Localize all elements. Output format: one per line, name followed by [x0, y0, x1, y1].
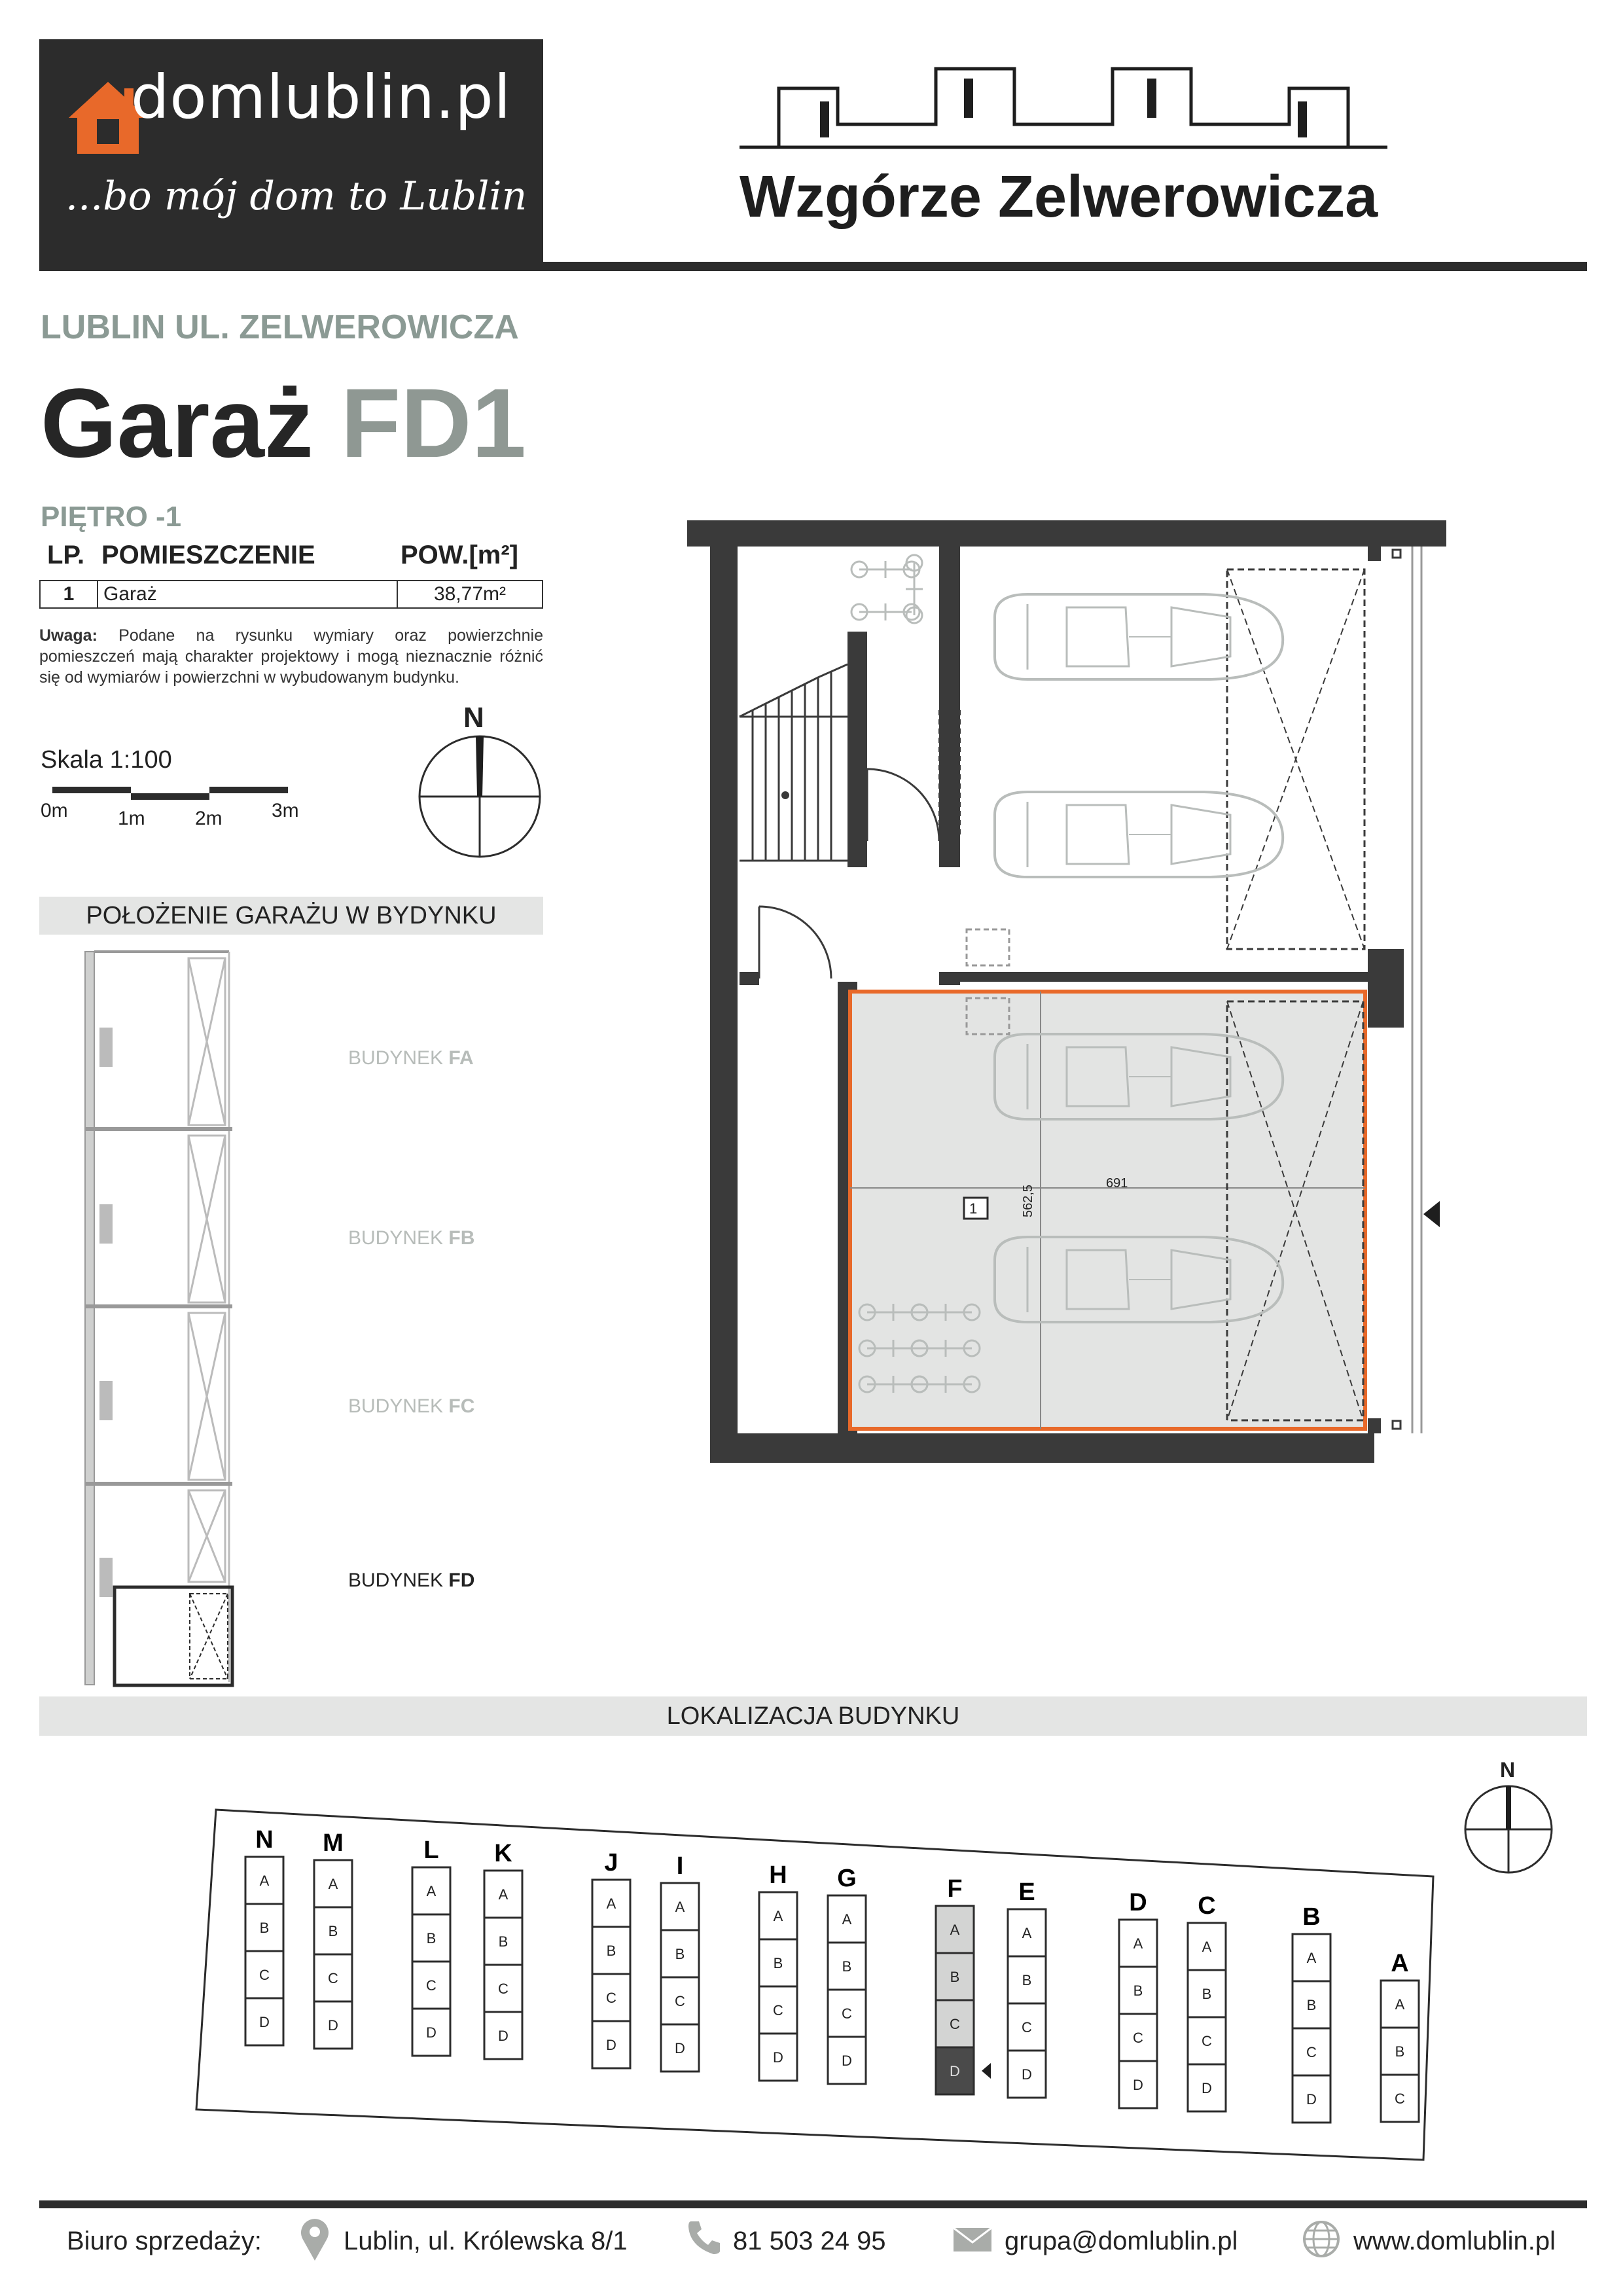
project-logo-icon — [740, 62, 1387, 154]
scale-tick-0: 0m — [41, 800, 68, 821]
unit-label: C — [259, 1967, 270, 1983]
site-map — [190, 1803, 1446, 2170]
unit-label: C — [1306, 2044, 1317, 2060]
unit-label: A — [1306, 1950, 1317, 1966]
unit-label: A — [950, 1922, 960, 1938]
title-type: Garaż — [41, 368, 313, 478]
block-letter: N — [255, 1826, 274, 1854]
unit-label: A — [773, 1908, 783, 1924]
block-m — [314, 1829, 352, 2049]
block-letter: K — [494, 1840, 512, 1867]
block-d — [1119, 1889, 1157, 2108]
unit-label: A — [675, 1899, 685, 1915]
block-letter: M — [323, 1829, 344, 1857]
block-c — [1188, 1892, 1226, 2111]
note-text: Podane na rysunku wymiary oraz powierzchnie pomieszczeń mają charakter projektowy i mogą nieznacznie różnić się od wymiarów i powierzchni w wybudowanym budynku. — [39, 626, 543, 687]
unit-label: D — [1202, 2080, 1212, 2096]
note — [39, 625, 543, 688]
building-label-fb: BUDYNEK FB — [348, 1227, 475, 1249]
brand-name: domlublin.pl — [131, 62, 512, 132]
unit-label: D — [606, 2037, 616, 2053]
address: LUBLIN UL. ZELWEROWICZA — [41, 308, 519, 346]
unit-label: D — [675, 2040, 685, 2056]
block-letter: A — [1391, 1950, 1409, 1977]
unit-label: A — [1133, 1935, 1143, 1952]
position-section-title: POŁOŻENIE GARAŻU W BYDYNKU — [39, 897, 543, 935]
block-g — [828, 1865, 866, 2084]
compass-label: N — [463, 702, 484, 734]
block-j — [592, 1849, 630, 2068]
block-letter: E — [1018, 1878, 1035, 1906]
block-letter: H — [769, 1861, 787, 1889]
unit-label: B — [259, 1920, 270, 1936]
scale-tick-3: 3m — [272, 800, 299, 821]
building-label-fa: BUDYNEK FA — [348, 1047, 474, 1069]
footer-divider — [39, 2200, 1587, 2208]
unit-label: C — [328, 1970, 338, 1986]
location-compass-label: N — [1500, 1758, 1516, 1782]
globe-icon — [1302, 2220, 1340, 2258]
unit-label: D — [328, 2017, 338, 2034]
unit-label: A — [259, 1873, 270, 1889]
block-h — [759, 1861, 797, 2081]
unit-label: B — [675, 1946, 685, 1962]
unit-label: B — [842, 1958, 852, 1975]
unit-label: C — [498, 1981, 508, 1997]
block-f — [936, 1875, 991, 2094]
unit-label: B — [1202, 1986, 1212, 2002]
compass-icon — [418, 734, 542, 859]
room-table — [39, 580, 543, 609]
footer-email[interactable]: grupa@domlublin.pl — [1005, 2227, 1238, 2255]
unit-label: C — [675, 1993, 685, 2009]
unit-label: C — [1202, 2033, 1212, 2049]
unit-label: A — [842, 1911, 852, 1928]
unit-label: C — [950, 2016, 960, 2032]
block-n — [245, 1826, 283, 2045]
unit-label: B — [498, 1933, 508, 1950]
footer-phone[interactable]: 81 503 24 95 — [733, 2227, 886, 2255]
unit-label: A — [1395, 1996, 1405, 2013]
block-letter: C — [1198, 1892, 1216, 1920]
dimension-width: 691 — [1106, 1176, 1128, 1191]
unit-label: B — [1306, 1997, 1317, 2013]
unit-label: B — [1133, 1982, 1143, 1999]
block-letter: D — [1129, 1889, 1147, 1916]
unit-label: C — [1395, 2090, 1405, 2107]
building-label-fd: BUDYNEK FD — [348, 1570, 475, 1591]
building-position-diagram — [79, 949, 242, 1689]
unit-label: A — [1022, 1925, 1032, 1941]
location-compass-icon — [1463, 1784, 1554, 1875]
unit-label: D — [426, 2024, 437, 2041]
col-header-room: POMIESZCZENIE — [101, 541, 315, 569]
block-e — [1008, 1878, 1046, 2098]
floor-plan — [681, 520, 1453, 1473]
unit-label: D — [773, 2049, 783, 2066]
unit-label: D — [498, 2028, 508, 2044]
location-section-title: LOKALIZACJA BUDYNKU — [39, 1696, 1587, 1736]
unit-label: C — [1022, 2019, 1032, 2036]
footer-address: Lublin, ul. Królewska 8/1 — [344, 2227, 628, 2255]
page-title — [41, 367, 526, 480]
building-label-fc: BUDYNEK FC — [348, 1395, 475, 1417]
block-l — [412, 1837, 450, 2056]
block-letter: J — [604, 1849, 618, 1876]
block-letter: I — [676, 1852, 684, 1880]
selected-unit-arrow-icon — [982, 2063, 991, 2079]
project-name: Wzgórze Zelwerowicza — [740, 164, 1378, 230]
unit-label: D — [842, 2053, 852, 2069]
note-label: Uwaga: — [39, 626, 98, 645]
cell-lp: 1 — [40, 581, 98, 608]
block-letter: L — [423, 1837, 439, 1864]
phone-icon — [686, 2219, 722, 2255]
unit-label: B — [773, 1955, 783, 1971]
unit-label: C — [606, 1990, 616, 2006]
unit-label: B — [950, 1969, 960, 1985]
block-letter: G — [837, 1865, 857, 1892]
floor-label: PIĘTRO -1 — [41, 501, 182, 533]
footer-office-label: Biuro sprzedaży: — [67, 2227, 262, 2255]
scale-tick-1: 1m — [118, 808, 145, 829]
block-k — [484, 1840, 522, 2059]
brand-tagline: ...bo mój dom to Lublin — [65, 173, 527, 219]
title-code: FD1 — [340, 368, 526, 478]
unit-label: C — [1133, 2030, 1143, 2046]
unit-label: D — [950, 2063, 960, 2079]
block-letter: F — [947, 1875, 963, 1903]
cell-area: 38,77m² — [397, 581, 543, 608]
unit-label: B — [606, 1943, 616, 1959]
footer-website[interactable]: www.domlublin.pl — [1353, 2227, 1556, 2255]
unit-label: A — [328, 1876, 338, 1892]
unit-label: D — [1022, 2066, 1032, 2083]
unit-label: B — [1395, 2043, 1405, 2060]
unit-label: D — [1306, 2091, 1317, 2108]
scale-tick-2: 2m — [195, 808, 223, 829]
block-letter: B — [1302, 1903, 1321, 1931]
unit-label: B — [328, 1923, 338, 1939]
col-header-lp: LP. — [47, 541, 85, 569]
unit-label: C — [426, 1977, 437, 1994]
col-header-area: POW.[m²] — [401, 541, 518, 569]
unit-label: A — [1202, 1939, 1212, 1955]
unit-label: B — [426, 1930, 437, 1946]
block-b — [1293, 1903, 1330, 2123]
scale-label: Skala 1:100 — [41, 746, 172, 774]
unit-label: D — [1133, 2077, 1143, 2093]
unit-label: C — [773, 2002, 783, 2018]
unit-label: A — [606, 1895, 616, 1912]
header-divider — [39, 262, 1587, 271]
room-number-marker: 1 — [969, 1200, 978, 1217]
table-row — [40, 581, 543, 608]
unit-label: C — [842, 2005, 852, 2022]
block-a — [1381, 1950, 1419, 2122]
block-i — [661, 1852, 699, 2072]
unit-label: A — [426, 1883, 437, 1899]
unit-label: D — [259, 2014, 270, 2030]
unit-label: B — [1022, 1972, 1032, 1988]
location-pin-icon — [300, 2217, 330, 2262]
email-icon — [952, 2227, 993, 2253]
cell-room-name: Garaż — [98, 581, 397, 608]
unit-label: A — [498, 1886, 508, 1903]
dimension-depth: 562,5 — [1021, 1184, 1035, 1217]
